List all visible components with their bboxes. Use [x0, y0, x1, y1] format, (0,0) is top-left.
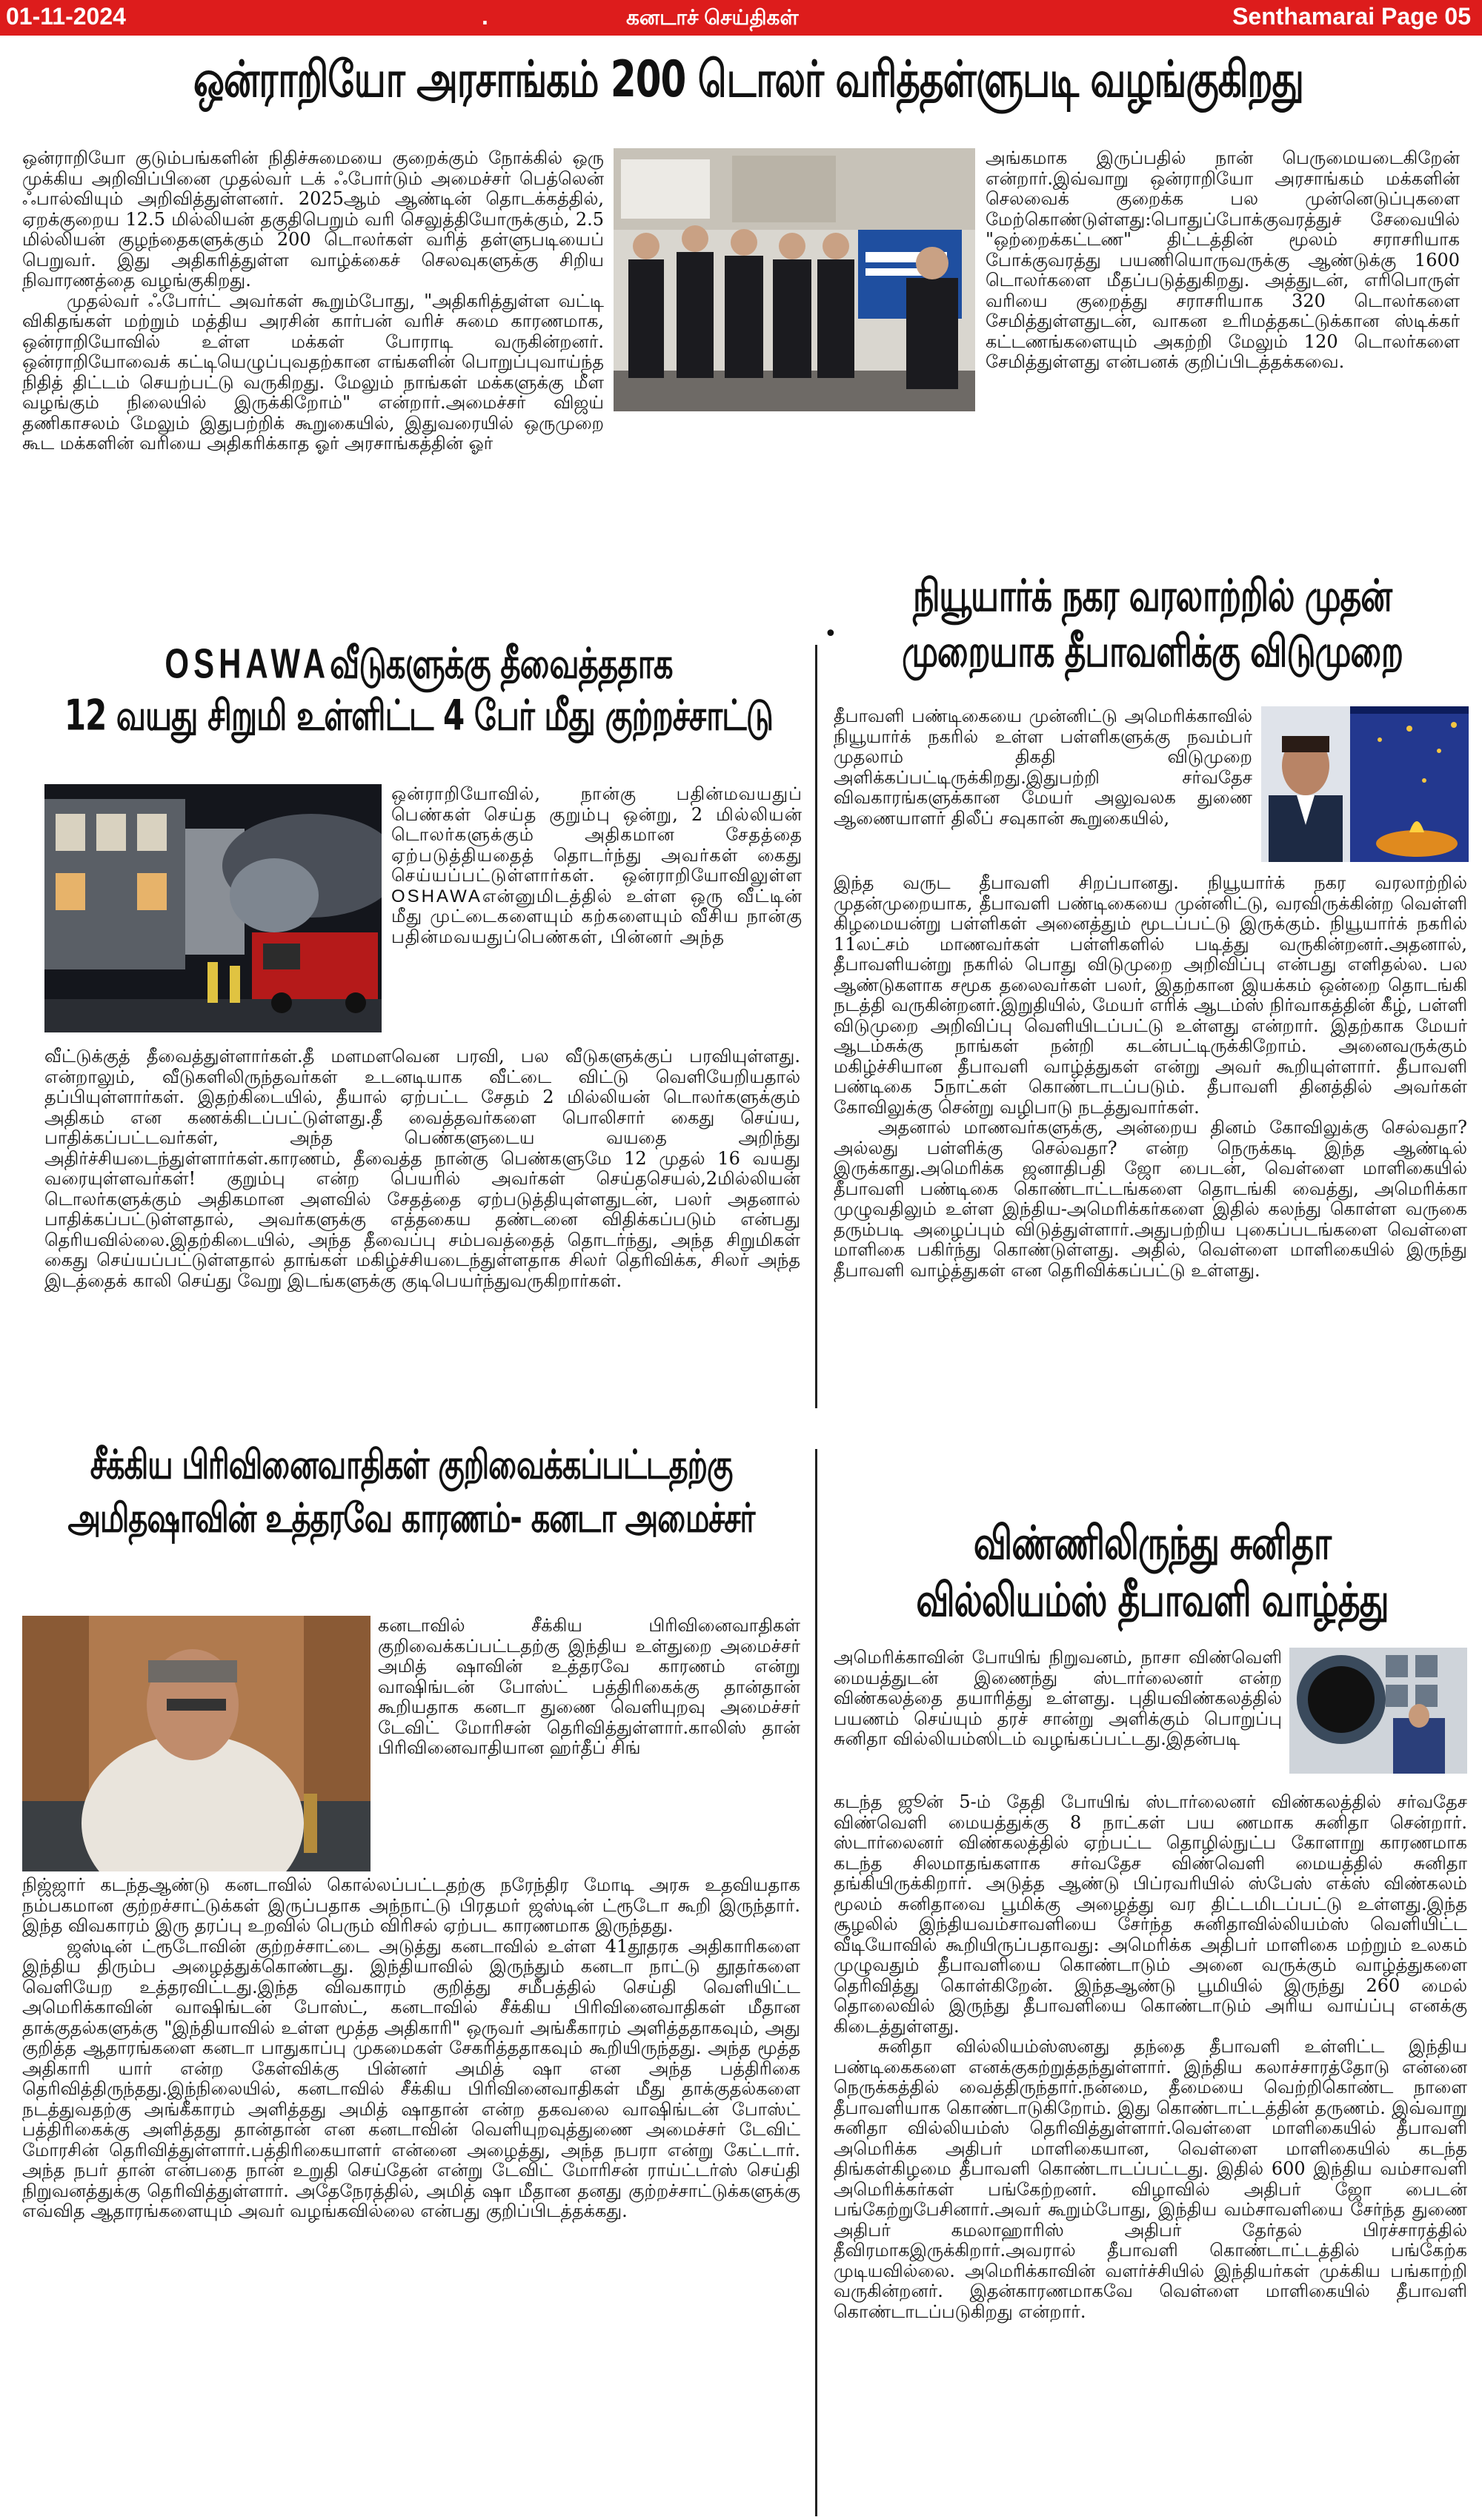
- article5-photo-space-station: [1289, 1648, 1467, 1774]
- article3-body-para2: அதனால் மாணவர்களுக்கு, அன்றைய தினம் கோவிலுக்கு செல்வதா? அல்லது பள்ளிக்கு செல்வதா? என்ற நெருக்கடி இந்த ஆண்டில் இருக்காது.அமெரிக்க ஜனாதிபதி ஜோ பைடன், வெள்ளை மாளிகையில் தீபாவளி பண்டிகை கொண்டாட்டங்களை தொடங்கி வைத்து, அமெரிக்கா முழுவதிலும் உள்ள இந்திய-அமெரிக்கர்களை இதில் கலந்து கொள்ள வருகை தரும்படி அழைப்பும் விடுத்துள்ளார்.அதுபற்றிய புகைப்படங்களை வெள்ளை மாளிகை பகிர்ந்து கொண்டுள்ளது. அதில், வெள்ளை மாளிகையில் இருந்து தீபாவளி வாழ்த்துகள் என தெரிவிக்கப்பட்டு உள்ளது.: [834, 1117, 1467, 1281]
- article5-headline-line1: விண்ணிலிருந்து சுனிதா: [973, 1516, 1332, 1570]
- press-conference-image: [614, 148, 975, 411]
- publication-page: Senthamarai Page 05: [1232, 3, 1471, 30]
- article4-headline-line1: சீக்கிய பிரிவினைவாதிகள் குறிவைக்கப்பட்டதற்கு: [90, 1442, 733, 1489]
- article4-photo-amit-shah: [22, 1616, 370, 1871]
- article4-side-column: [378, 1616, 800, 1871]
- article2-side-column: [391, 784, 803, 1044]
- article1-para3: அங்கமாக இருப்பதில் நான் பெருமையடைகிறேன் என்றார்.இவ்வாறு ஒன்ராறியோ அரசாங்கம் மக்களின் செலவைக் குறைக்க பல முன்னெடுப்புகளை மேற்கொண்டுள்ளது:பொதுப்போக்குவரத்துச் சேவையில் "ஒற்றைக்கட்டண" திட்டத்தின் மூலம் சராசரியாக போக்குவரத்து பயணியொருவருக்கு ஆண்டுக்கு 1600 டொலர்களை மீதப்படுத்துகிறது. அத்துடன், எரிபொருள் வரியை குறைத்து சராசரியாக 320 டொலர்களை சேமித்துள்ளதுடன், வாகன உரிமத்தகட்டுக்கான ஸ்டிக்கர் கட்டணங்களையும் அகற்றி மேலும் 120 டொலர்களை சேமித்துள்ளது என்பனக் குறிப்பிடத்தக்கவை.: [986, 148, 1460, 372]
- article5-side-para: அமெரிக்காவின் போயிங் நிறுவனம், நாசா விண்வெளி மையத்துடன் இணைந்து ஸ்டார்லைனர் என்ற விண்கலத்தை தயாரித்து உள்ளது. புதியவிண்கலத்தில் பயணம் செய்யும் தரச் சான்று அளிக்கும் பொறுப்பு சுனிதா வில்லியம்ஸிடம் வழங்கப்பட்டது.இதன்படி: [834, 1648, 1282, 1749]
- article3-photo-dilip: [1261, 706, 1469, 862]
- space-station-image: [1289, 1648, 1467, 1774]
- oshawa-inline-word: OSHAWA: [391, 886, 482, 906]
- article1-column2: [986, 148, 1460, 534]
- column-divider-2: [815, 1449, 817, 2516]
- article3-body-para1: இந்த வருட தீபாவளி சிறப்பானது. நியூயார்க் நகர வரலாற்றில் முதன்முறையாக, தீபாவளி பண்டிகையை முன்னிட்டு, வரவிருக்கின்ற வெள்ளி கிழமையன்று பள்ளிகள் அனைத்தும் மூடப்பட்டு இருக்கும். நியூயார்க் நகரில் 11லட்சம் மாணவர்கள் பள்ளிகளில் படித்து வருகின்றனர்.அதனால், தீபாவளியன்று நகரில் பொது விடுமுறை அறிவிப்பு என்பது எளிதல்ல. பல ஆண்டுகளாக சமூக தலைவர்கள் பலர், இதற்கான இயக்கம் ஒன்றை தொடங்கி நடத்தி வருகின்றனர்.இறுதியில், மேயர் எரிக் ஆடம்ஸ் நிர்வாகத்தின் கீழ், பள்ளி விடுமுறை அறிவிப்பு வெளியிடப்பட்டு உள்ளது என்றார். இதற்காக மேயர் ஆடம்சுக்கு நாங்கள் நன்றி கடன்பட்டிருக்கிறோம். அனைவருக்கும் மகிழ்ச்சியான தீபாவளி வாழ்த்துகள் என்று அவர் கூறியுள்ளார். தீபாவளி பண்டிகை 5நாட்கள் கொண்டாடப்படும். தீபாவளி தினத்தில் அவர்கள் கோவிலுக்கு சென்று வழிபாடு நடத்துவார்கள்.: [834, 873, 1467, 1118]
- section-title: கனடாச் செய்திகள்: [626, 6, 799, 29]
- article1-headline: ஒன்ராறியோ அரசாங்கம் 200 டொலர் வரித்தள்ளுபடி வழங்குகிறது: [193, 50, 1303, 109]
- article3-bullet: •: [824, 621, 837, 647]
- article2-headline-line1: [44, 639, 793, 694]
- official-portrait-image: [1261, 706, 1469, 862]
- article4-headline-line2: அமிதஷாவின் உத்தரவே காரணம்- கனடா அமைச்சர்: [67, 1496, 755, 1542]
- amit-shah-image: [22, 1616, 370, 1871]
- header-dot: .: [482, 3, 488, 30]
- article5-headline-line2: வில்லியம்ஸ் தீபாவளி வாழ்த்து: [916, 1573, 1389, 1627]
- issue-date: 01-11-2024: [6, 3, 126, 30]
- column-divider: [815, 645, 817, 1408]
- article2-side-text-b: என்னுமிடத்தில் உள்ள ஒரு வீட்டின் மீது முட்டைகளையும் கற்களையும் வீசிய நான்கு பதின்மவயதுப்பெண்கள், பின்னர் அந்த: [391, 885, 803, 947]
- article5-body: [834, 1792, 1467, 2515]
- article5-side-column: [834, 1648, 1282, 1796]
- house-fire-image: [44, 784, 382, 1032]
- article1-column1: [22, 148, 604, 623]
- article4-body-para2: ஜஸ்டின் ட்ரூடோவின் குற்றச்சாட்டை அடுத்து கனடாவில் உள்ள 41தூதரக அதிகாரிகளை இந்திய திரும்ப அழைத்துக்கொண்டது. இந்தியாவில் இருந்தும் கனடா நாட்டு தூதர்களை வெளியேற உத்தரவிட்டது.இந்த விவகாரம் குறித்து சமீபத்தில் செய்தி வெளியிட்ட அமெரிக்காவின் வாஷிங்டன் போஸ்ட், கனடாவில் சீக்கிய பிரிவினைவாதிகள் மீதான தாக்குதல்களுக்கு "இந்தியாவில் உள்ள மூத்த அதிகாரி" ஒருவர் அங்கீகாரம் அளித்ததாகவும், அது குறித்த ஆதாரங்களை கனடா பாதுகாப்பு முகமைகள் சேகரித்ததாகவும் கூறியிருந்தது. அந்த மூத்த அதிகாரி யார் என்ற கேள்விக்கு பின்னர் அமித் ஷா என அந்த பத்திரிகை தெரிவித்திருந்தது.இந்நிலையில், கனடாவில் சீக்கிய பிரிவினைவாதிகள் மீது தாக்குதல்களை நடத்துவதற்கு அங்கீகாரம் அளித்தது அமித் ஷாதான் என்ற தகவலை வாஷிங்டன் போஸ்ட் பத்திரிகைக்கு அளித்தது தான்தான் என கனடாவின் வெளியுறவுத்துணை அமைச்சர் டேவிட் மோரசின் தெரிவித்துள்ளார்.பத்திரிகையாளர் என்னை அழைத்து, அந்த நபரா என்று கேட்டார். அந்த நபர் தான் என்பதை நான் உறுதி செய்தேன் என்று டேவிட் மோரிசன் ராய்ட்டர்ஸ் செய்தி நிறுவனத்துக்கு தெரிவித்துள்ளார். அதேநேரத்தில், அமித் ஷா மீதான தனது குற்றச்சாட்டுக்களுக்கு எவ்வித ஆதாரங்களையும் அவர் வழங்கவில்லை என்பது குறிப்பிடத்தக்கது.: [22, 1935, 800, 2221]
- article1-photo-ministers: [614, 148, 975, 411]
- oshawa-word: OSHAWA: [165, 640, 330, 687]
- article5-body-para2: சுனிதா வில்லியம்ஸ்ஸனது தந்தை தீபாவளி உள்ளிட்ட இந்திய பண்டிகைகளை எனக்குகற்றுத்தந்துள்ளார். இந்திய கலாச்சாரத்தோடு என்னை நெருக்கத்தில் வைத்திருந்தார்.நன்மை, தீமையை வெற்றிகொண்ட நாளை தீபாவளியாக கொண்டாடுகிறோம். இது கொண்டாட்டத்தின் தருணம். இவ்வாறு சுனிதா வில்லியம்ஸ் தெரிவித்துள்ளார்.வெள்ளை மாளிகையில் தீபாவளி அமெரிக்க அதிபர் மாளிகையான, வெள்ளை மாளிகையில் கடந்த திங்கள்கிழமை தீபாவளி கொண்டாடப்பட்டது. இதில் 600 இந்திய வம்சாவளி அமெரிக்கர்கள் பங்கேற்றனர். விழாவில் அதிபர் ஜோ பைடன் பங்கேற்றுபேசினார்.அவர் கூறும்போது, இந்திய வம்சாவளியை சேர்ந்த துணை அதிபர் கமலாஹாரிஸ் அதிபர் தேர்தல் பிரச்சாரத்தில் தீவிரமாகஇருக்கிறார்.அவரால் தீபாவளி கொண்டாட்டத்தில் பங்கேற்க முடியவில்லை. அமெரிக்காவின் வளர்ச்சியில் இந்தியர்கள் முக்கிய பங்காற்றி வருகின்றனர். இதன்காரணமாகவே வெள்ளை மாளிகையில் தீபாவளி கொண்டாடப்படுகிறது என்றார்.: [834, 2036, 1467, 2322]
- article2-body-para: வீட்டுக்குத் தீவைத்துள்ளார்கள்.தீ மளமளவென பரவி, பல வீடுகளுக்குப் பரவியுள்ளது. என்றாலும், வீடுகளிலிருந்தவர்கள் உடனடியாக வீட்டை விட்டு வெளியேறியதால் தப்பியுள்ளார்கள். இதற்கிடையில், தீயால் ஏற்பட்ட சேதம் 2 மில்லியன் டொலர்களுக்கும் அதிகம் என கணக்கிடப்பட்டுள்ளது.தீ வைத்தவர்களை பொலிசார் கைது செய்ய, பாதிக்கப்பட்டவர்கள், அந்த பெண்களுடைய வயதை அறிந்து அதிர்ச்சியடைந்துள்ளார்கள்.காரணம், தீவைத்த நான்கு பெண்களுமே 12 முதல் 16 வயது வரையுள்ளவர்கள்! குறும்பு என்ற பெயரில் அவர்கள் செய்தசெயல்,2மில்லியன் டொலர்களுக்கும் அதிகமான அளவில் சேதத்தை ஏற்படுத்தியுள்ளதுடன், பலர் அதனால் பாதிக்கப்பட்டுள்ளதால், அவர்களுக்கு எத்தகைய தண்டனை விதிக்கப்படும் என்பது தெரியவில்லை.இதற்கிடையில், அந்த தீவைப்பு சம்பவத்தைத் தொடர்ந்து, அந்த சிறுமிகள் கைது செய்யப்பட்டுள்ளதால் தாங்கள் மகிழ்ச்சியடைந்துள்ளதாக சிலர் தெரிவிக்க, சிலர் அந்த இடத்தைக் காலி செய்து வேறு இடங்களுக்கு குடிபெயர்ந்துவருகிறார்கள்.: [44, 1047, 800, 1291]
- page-header: [0, 0, 1482, 36]
- article1-para1: ஒன்ராறியோ குடும்பங்களின் நிதிச்சுமையை குறைக்கும் நோக்கில் ஒரு முக்கிய அறிவிப்பினை முதல்வர் டக் ஃபோர்டும் அமைச்சர் பெத்லென் ஃபால்வியும் அறிவித்துள்ளனர். 2025ஆம் ஆண்டின் தொடக்கத்தில், ஏறக்குறைய 12.5 மில்லியன் தகுதிபெறும் வரி செலுத்தியோருக்கும், 2.5 மில்லியன் குழந்தைகளுக்கும் 200 டொலர்கள் வரித் தள்ளுபடியைப் பெறுவர். இது அதிகரித்துள்ள வாழ்க்கைச் செலவுகளுக்கு சிறிய நிவாரணத்தை வழங்குகிறது.: [22, 148, 604, 291]
- article3-headline-line1: நியூயார்க் நகர வரலாற்றில் முதன்: [913, 571, 1392, 622]
- article3-body: [834, 873, 1467, 1481]
- article2-photo-fire: [44, 784, 382, 1032]
- article4-side-para: கனடாவில் சீக்கிய பிரிவினைவாதிகள் குறிவைக்கப்பட்டதற்கு இந்திய உள்துறை அமைச்சர் அமித் ஷாவின் உத்தரவே காரணம் என்று வாஷிங்டன் போஸ்ட் பத்திரிகைக்கு தான்தான் கூறியதாக கனடா துணை வெளியுறவு அமைச்சர் டேவிட் மோரிசன் தெரிவித்துள்ளார்.காலிஸ் தான் பிரிவினைவாதியான ஹர்தீப் சிங்: [378, 1616, 800, 1758]
- article4-body-para1: நிஜ்ஜார் கடந்தஆண்டு கனடாவில் கொல்லப்பட்டதற்கு நரேந்திர மோடி அரசு உதவியதாக நம்பகமான குற்றச்சாட்டுக்கள் இருப்பதாக அந்நாட்டு பிரதமர் ஜஸ்டின் ட்ரூடோ கூறி இருந்தார். இந்த விவகாரம் இரு தரப்பு உறவில் பெரும் விரிசல் ஏற்பட காரணமாக இருந்தது.: [22, 1875, 800, 1936]
- article1-para2: முதல்வர் ஃபோர்ட் அவர்கள் கூறும்போது, "அதிகரித்துள்ள வட்டி விகிதங்கள் மற்றும் மத்திய அரசின் கார்பன் வரிச் சுமை காரணமாக, ஒன்ராறியோவில் உள்ள மக்கள் போராடி வருகின்றனர். ஒன்ராறியோவைக் கட்டியெழுப்புவதற்கான எங்களின் பொறுப்புவாய்ந்த நிதித் திட்டம் செயற்பட்டு வருகிறது. மேலும் நாங்கள் மக்களுக்கு மீள வழங்கும் நிலையில் இருக்கிறோம்" என்றார்.அமைச்சர் விஜய் தணிகாசலம் மேலும் இதுபற்றிக் கூறுகையில், இதுவரையில் ஒருமுறை கூட மக்களின் வரியை அதிகரிக்காத ஓர் அரசாங்கத்தின் ஓர்: [22, 290, 604, 454]
- article3-headline-line2: முறையாக தீபாவளிக்கு விடுமுறை: [902, 626, 1403, 677]
- article2-side-text-a: ஒன்ராறியோவில், நான்கு பதின்மவயதுப் பெண்கள் செய்த குறும்பு ஒன்று, 2 மில்லியன் டொலர்களுக்கும் அதிகமான சேதத்தை ஏற்படுத்தியதைத் தொடர்ந்து அவர்கள் கைது செய்யப்பட்டுள்ளார்கள். ஒன்ராறியோவிலுள்ள: [391, 784, 803, 886]
- article5-body-para1: கடந்த ஜூன் 5-ம் தேதி போயிங் ஸ்டார்லைனர் விண்கலத்தில் சர்வதேச விண்வெளி மையத்துக்கு 8 நாட்கள் பய ணமாக சுனிதா சென்றார். ஸ்டார்லைனர் விண்கலத்தில் ஏற்பட்ட தொழில்நுட்ப கோளாறு காரணமாக கடந்த சிலமாதங்களாக சர்வதேச விண்வெளி மையத்தில் சுனிதா தங்கியிருக்கிறார். அடுத்த ஆண்டு பிப்ரவரியில் ஸ்பேஸ் எக்ஸ் விண்கலம் மூலம் சுனிதாவை பூமிக்கு அழைத்து வர திட்டமிடப்பட்டு உள்ளது.இந்த சூழலில் இந்தியவம்சாவளியை சேர்ந்த சுனிதாவில்லியம்ஸ் வெளியிட்ட வீடியோவில் கூறியிருப்பதாவது: அமெரிக்க அதிபர் மாளிகை மற்றும் உலகம் முழுவதும் தீபாவளியை கொண்டாடும் அனை வருக்கும் வாழ்த்துகளை தெரிவித்து கொள்கிறேன். இந்தஆண்டு பூமியில் இருந்து 260 மைல் தொலைவில் இருந்து தீபாவளியை கொண்டாடும் அரிய வாய்ப்பு எனக்கு கிடைத்துள்ளது.: [834, 1792, 1467, 2037]
- article3-side-para: தீபாவளி பண்டிகையை முன்னிட்டு அமெரிக்காவில் நியூயார்க் நகரில் உள்ள பள்ளிகளுக்கு நவம்பர் முதலாம் திகதி விடுமுறை அளிக்கப்பட்டிருக்கிறது.இதுபற்றி சர்வதேச விவகாரங்களுக்கான மேயர் அலுவலக துணை ஆணையாளர் திலீப் சவுகான் கூறுகையில்,: [834, 706, 1252, 829]
- article2-headline-rest: வீடுகளுக்கு தீவைத்ததாக: [330, 639, 673, 689]
- article2-side-para: [391, 784, 803, 947]
- article3-side-column: [834, 706, 1252, 869]
- article4-body: [22, 1875, 800, 2513]
- article2-body: [44, 1047, 800, 1402]
- article2-headline-line2: 12 வயது சிறுமி உள்ளிட்ட 4 பேர் மீது குற்றச்சாட்டு: [64, 691, 774, 740]
